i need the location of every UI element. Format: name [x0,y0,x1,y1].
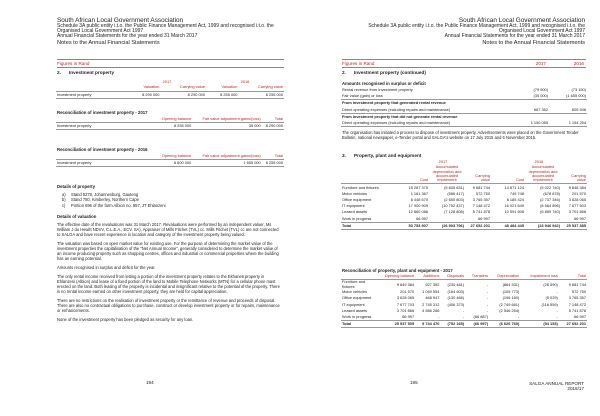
cell: (73 150) [571,87,586,93]
page-number: 194 [146,380,154,385]
cell: 8 290 000 [128,91,160,98]
cell: 667 352 [533,106,548,112]
list-item: c) Portion 696 of the farm Albion no. 957, JT Ehlanzeni [62,202,166,208]
row-label: From Investment property that did not generate rental revenue [341,113,513,120]
cell: 8 255 000 [206,91,238,98]
row-label: Investment property [56,123,156,130]
cell [549,100,587,107]
col-header: Impairment loss [520,274,559,280]
amounts-title: Amounts recognised in surplus or deficit [342,81,426,86]
cell [513,113,549,120]
page-number: 195 [410,380,418,385]
table-row: Leased assets 3 701 866 4 586 266 - - (2 546 254) - 5 741 878 [342,307,586,313]
paragraph: The only rental income received from letting a portion of the investment property relates to the Ekhaneti property in Ehlanzeni (Albion) and lease of a fixed portion of the land to Mobile Telephone Networks (MTN) for a cellular phone mast erected on the land. Both leasing of the property is incidental and insignificant relative to the potential of the property. There is no rental income earned on other investment property, they are held for capital appreciation. [57,274,280,294]
disposal-note [342,130,586,144]
total-row: Total 25 537 505 9 744 470 (752 165) (66 997) (6 626 760) (94 153) 27 652 201 [342,321,586,327]
table-row: Work in progress 66 997 - - (66 887) - - 66 997 [342,313,586,319]
rec-2017-title: Reconciliation of investment property - 2017 [57,110,148,115]
cell: 8 290 000 [262,123,284,130]
cell: 8 255 000 [238,91,284,98]
table-row: Motor vehicles 1 161 367 (586 417) 572 750 749 748 (678 678) 201 570 [342,190,586,196]
sub-rule [342,67,586,68]
paragraph: Amounts recognised in surplus and deficit for the year. [57,265,156,270]
paragraph: The valuation was based on open market value for existing use. For the purpose of determining the market value of the investment properties the capitalisation of the "Net Annual Income", generally considered to determine the market value of an income producing property such as shopping centres, offices and industrial or commercial properties where the building has an earning potential. [57,241,279,261]
cell: 605 946 [571,106,586,112]
cell: 1 655 000 [192,160,261,167]
row-label: Fair value (gain) or loss [342,93,383,99]
header-line-1: Schedule 3A public entity i.t.o. the Public Finance Management Act, 1999 and recognised i.t.o. the [368,23,585,29]
rec-2016-table [56,154,284,167]
cell: (35 000) [533,93,548,99]
sub-rule [57,67,284,68]
col-header: Accumulated depreciation and accumulated impairment [525,165,561,184]
right-page [300,0,600,416]
top-rule [57,59,284,60]
row-label: Investment property [56,91,128,98]
header-line-2: Organised Local Government Act 1997 [498,28,585,35]
left-page-header [57,17,277,46]
total-row: Total 53 753 907 (26 903 796) 27 652 201 48 484 445 (23 946 942) 25 537 385 [342,222,586,228]
col-header: Accumulated depreciation and accumulated impairment [429,165,465,184]
cell: 8 255 000 [262,160,284,167]
top-rule [342,59,586,60]
cell [549,113,587,120]
table-row: Furniture and fixtures 9 849 384 927 352 (230 481) - (864 531) (28 590) 9 681 744 [342,279,586,289]
ppe-rec-title: Reconciliation of property, plant and equipment - 2017 [342,268,453,273]
cell: 35 000 [192,123,261,130]
col-header: Transfers [465,274,489,280]
table-row: IT equipment 17 900 909 (10 752 437) 7 148 472 16 021 649 (8 564 896) 7 677 503 [342,203,586,209]
section-number: 2. [57,70,61,75]
valuation-text [57,222,283,326]
section-number: 3. [342,153,346,158]
col-header: Depreciation [489,274,520,280]
paragraph: The effective date of the revaluations was 31 March 2017. Revaluations were performed by an independent valuer, Ms William J du Hewitt NDVV, C.L.E.A., ECV. SA), Appraiser of Mills Fitchet (TVL) cc. Mills Fitchet (TVL) cc are not connected to SALGA and have recent experience in location and category of the investment property being valued. [57,222,279,237]
col-header: Fair value adjustment gains/(loss) [192,117,261,123]
org-name: South African Local Government Association [458,17,585,24]
col-header: Cost [491,165,525,184]
header-line-1: Schedule 3A public entity i.t.o. the Public Finance Management Act, 1999 and recognised i.t.o. the [57,23,274,29]
footer-line-1: SALGA ANNUAL REPORT [529,381,584,386]
table-row: IT equipment 7 677 703 2 745 312 (406 373) - (2 749 661) (116 559) 7 148 472 [342,301,586,307]
cell: 8 255 000 [156,123,192,130]
cell: 8 290 000 [160,91,206,98]
col-header: Additions [415,274,440,280]
year-2016: 2016 [240,79,250,84]
col-header: Opening balance [374,274,415,280]
header-notes: Notes to the Annual Financial Statements [482,39,585,46]
amounts-table [341,87,587,127]
col-header: Total [262,154,284,160]
right-page-header [355,17,585,46]
ppe-table [341,160,587,230]
col-header: Valuation [128,85,160,91]
cell: (1 655 000) [566,93,586,99]
row-label: Direct operating expenses (including repairs and maintenance) [342,106,451,112]
list-item: b) Stand 750, Kimberley, Northern Cape [62,197,139,203]
header-line-3: Annual Financial Statements for the year ended 31 March 2017 [57,33,198,40]
property-list [62,192,166,208]
table-row: Office equipment 3 628 065 468 947 (130 466) - (196 160) (5 029) 3 765 357 [342,295,586,301]
row-label: From Investment property that generated rental revenue [341,100,513,107]
section-heading [57,70,114,75]
rec-2017-table [56,117,284,130]
year-2017: 2017 [438,159,448,164]
col-header: Total [559,274,587,280]
year-col: 2016 [573,61,584,66]
section-title: Investment property [69,70,115,75]
col-header: Disposals [440,274,465,280]
figures-label: Figures in Rand [57,61,90,66]
cell: 1 154 254 [549,120,587,127]
valuation-title: Details of valuation [57,214,97,219]
col-header: Opening balance [156,117,192,123]
rec-2016-title: Reconciliation of investment property - 2016 [57,147,148,152]
section-title: Property, plant and equipment [354,153,422,158]
table-row: Office equipment 6 448 670 (2 650 803) 3 765 357 6 185 424 (2 737 346) 3 628 065 [342,196,586,202]
details-title: Details of property [57,184,95,189]
col-header: Cost [395,165,429,184]
col-header: Carrying value [238,85,284,91]
paragraph: None of the investment property has been pledged as security for any loan. [57,317,194,322]
section-heading [342,70,426,75]
table-row: Furniture and fixtures 15 287 375 (5 605 631) 9 681 744 14 871 124 (5 022 740) 9 848 384 [342,184,586,190]
report-footer [529,381,584,391]
section-number: 2. [342,70,346,75]
paragraph: There are no restrictions on the realisation of investment property or the remittance of revenue and proceeds of disposal. There are also no contractual obligations to purchase, construct or develop investment property or for repairs, maintenance or enhancements. [57,298,280,313]
row-label: Investment property [56,160,156,167]
cell: (79 900) [533,87,548,93]
table-row: Leased assets 12 860 086 (7 128 808) 5 741 878 10 591 606 (6 889 740) 3 701 866 [342,209,586,215]
section-title: Investment property (continued) [354,70,426,75]
org-name: South African Local Government Association [57,17,184,24]
col-header: Fair value adjustment gains/(loss) [192,154,261,160]
year-col: 2017 [535,61,546,66]
cell: 1 150 055 [513,120,549,127]
col-header: Carrying value [160,85,206,91]
col-header: Carrying value [561,165,587,184]
investment-valuation-table [56,80,284,99]
header-line-3: Annual Financial Statements for the year ended 31 March 2017 [444,33,585,40]
cell [513,100,549,107]
col-header: Opening balance [156,154,192,160]
year-2016: 2016 [534,159,544,164]
list-item: a) Stand 5278, Johannesburg, Gauteng [62,192,139,197]
figures-header [342,61,586,66]
row-label: Direct operating expenses (including repairs and maintenance) [341,120,513,127]
table-row: Work in progress 66 997 - 66 997 - - 66 997 [342,215,586,221]
figures-label: Figures in Rand [342,61,375,66]
cell: 6 600 000 [156,160,192,167]
col-header: Carrying value [465,165,491,184]
footer-line-2: 2016/17 [567,386,584,391]
header-notes: Notes to the Annual Financial Statements [57,39,160,46]
table-row: Motor vehicles 201 570 1 049 554 (164 603) - (105 773) - 572 750 [342,289,586,295]
col-header: Total [262,117,284,123]
ppe-rec-table [341,274,587,328]
ppe-heading [342,153,421,158]
header-line-2: Organised Local Government Act 1997 [57,28,144,35]
row-label: Rental revenue from Investment property [342,87,413,93]
paragraph: The organisation has initiated a process to dispose of investment property. Advertisements were placed on the Government Tender Bulletin, national newspaper, e-Tender portal and SALGA's website on 17 July 2015 and 6 November 2015. [342,130,579,140]
col-header: Valuation [206,85,238,91]
year-2017: 2017 [162,79,172,84]
